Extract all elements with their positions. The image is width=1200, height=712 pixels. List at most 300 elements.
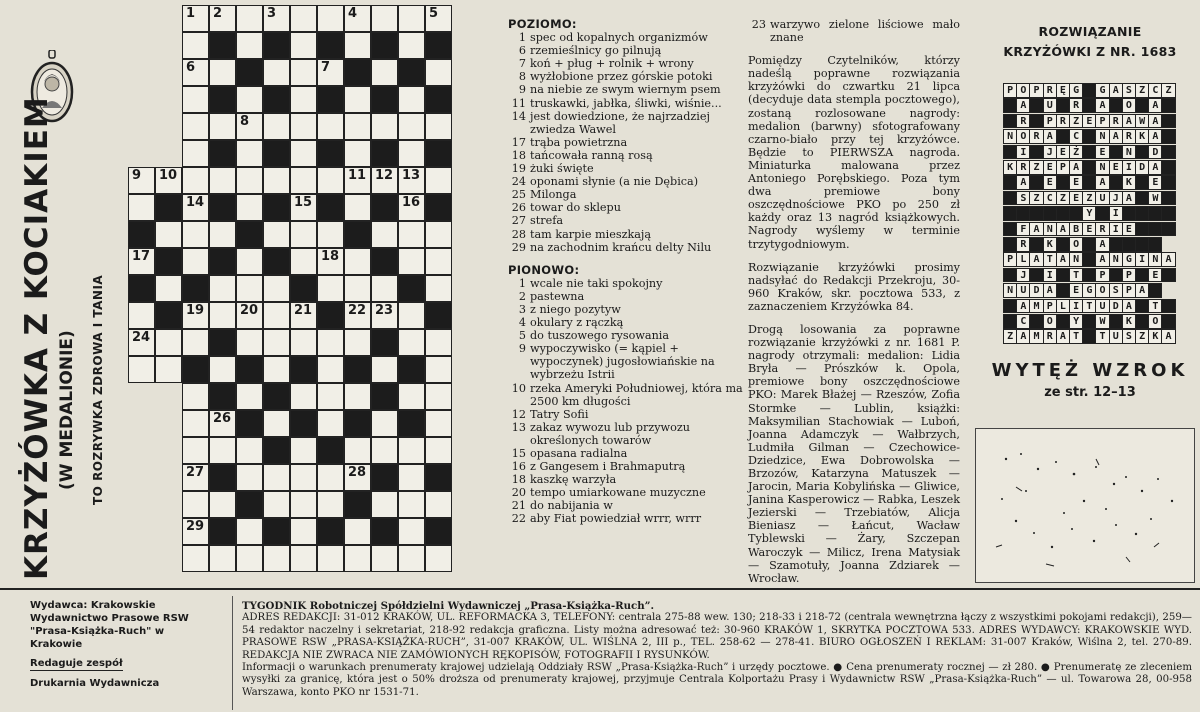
grid-cell[interactable] bbox=[290, 302, 317, 329]
grid-cell[interactable] bbox=[182, 518, 209, 545]
grid-cell[interactable] bbox=[236, 329, 263, 356]
contest-rules: Pomiędzy Czytelników, którzy nadeślą poprawne rozwiązania krzyżówki do czwartku 21 lipca (decyduje data stempla pocztowego), zostaną rozlosowane nagrody: medalion (barwny) sfotografowany czarno-biało przy tej krzyżówce. Będzie to PIERWSZA nagroda. Miniaturka malowana przez Antoniego Porębskiego. Poza tym dwa premiowe bony oszczędnościowe PKO po 250 zł każdy oraz 13 nagród książkowych. Nagrody wyślemy w terminie trzytygodniowym. bbox=[748, 54, 960, 251]
solution-letter: I bbox=[1069, 299, 1083, 314]
grid-cell[interactable] bbox=[398, 248, 425, 275]
down-heading: PIONOWO: bbox=[508, 262, 580, 277]
grid-cell[interactable] bbox=[398, 140, 425, 167]
grid-cell[interactable] bbox=[182, 59, 209, 86]
grid-cell[interactable] bbox=[344, 329, 371, 356]
grid-cell[interactable] bbox=[344, 248, 371, 275]
solution-letter: N bbox=[1109, 252, 1123, 267]
grid-cell[interactable] bbox=[290, 248, 317, 275]
solution-letter: E bbox=[1109, 160, 1123, 175]
solution-letter: I bbox=[1122, 160, 1136, 175]
solution-letter: I bbox=[1016, 145, 1030, 160]
solution-letter: N bbox=[1043, 222, 1057, 237]
solution-block bbox=[1082, 145, 1096, 160]
solution-letter: Ż bbox=[1069, 145, 1083, 160]
grid-cell[interactable] bbox=[398, 545, 425, 572]
clue-number: 24 bbox=[511, 175, 526, 189]
solution-letter: R bbox=[1122, 129, 1136, 144]
solution-block bbox=[1016, 206, 1030, 221]
clue-text: wcale nie taki spokojny bbox=[530, 276, 663, 290]
solution-block bbox=[1082, 252, 1096, 267]
grid-cell[interactable] bbox=[344, 437, 371, 464]
solution-letter: M bbox=[1029, 329, 1043, 344]
grid-cell[interactable] bbox=[398, 167, 425, 194]
grid-cell[interactable] bbox=[263, 5, 290, 32]
solution-letter: E bbox=[1069, 283, 1083, 298]
grid-cell[interactable] bbox=[398, 86, 425, 113]
grid-cell[interactable] bbox=[182, 140, 209, 167]
solution-letter: Ę bbox=[1056, 83, 1070, 98]
grid-cell[interactable] bbox=[263, 464, 290, 491]
grid-cell[interactable] bbox=[371, 302, 398, 329]
clue-text: Tatry Sofii bbox=[530, 407, 589, 421]
grid-cell[interactable] bbox=[263, 329, 290, 356]
grid-cell[interactable] bbox=[182, 32, 209, 59]
grid-cell[interactable] bbox=[182, 464, 209, 491]
grid-cell[interactable] bbox=[290, 545, 317, 572]
grid-cell[interactable] bbox=[263, 491, 290, 518]
grid-cell[interactable] bbox=[155, 275, 182, 302]
grid-cell[interactable] bbox=[128, 248, 155, 275]
solution-block bbox=[1161, 268, 1175, 283]
clue-text: do nabijania w bbox=[530, 499, 613, 513]
grid-cell[interactable] bbox=[425, 329, 452, 356]
grid-cell[interactable] bbox=[182, 167, 209, 194]
grid-cell[interactable] bbox=[398, 5, 425, 32]
grid-cell[interactable] bbox=[290, 518, 317, 545]
grid-block bbox=[182, 356, 209, 383]
clue-text: aby Fiat powiedział wrrr, wrrr bbox=[530, 512, 702, 526]
submission-address: Rozwiązanie krzyżówki prosimy nadsyłać do Redakcji Przekroju, 30-960 Kraków, skr. pocztowa 533, z zaznaczeniem Krzyżówka 84. bbox=[748, 260, 960, 313]
clue-item bbox=[508, 486, 744, 499]
grid-cell[interactable] bbox=[425, 59, 452, 86]
solution-block bbox=[1029, 98, 1043, 113]
clue-number: 20 bbox=[511, 486, 526, 500]
grid-cell[interactable] bbox=[317, 491, 344, 518]
grid-cell[interactable] bbox=[263, 275, 290, 302]
grid-cell[interactable] bbox=[398, 329, 425, 356]
solution-block bbox=[1003, 314, 1017, 329]
imprint-line-1: TYGODNIK Robotniczej Spółdzielni Wydawniczej „Prasa-Książka-Ruch”. bbox=[242, 600, 655, 612]
grid-block bbox=[317, 437, 344, 464]
solution-letter: P bbox=[1003, 83, 1017, 98]
grid-cell[interactable] bbox=[182, 383, 209, 410]
grid-block bbox=[263, 437, 290, 464]
solution-block bbox=[1029, 114, 1043, 129]
grid-cell[interactable] bbox=[398, 113, 425, 140]
solution-letter: E bbox=[1082, 222, 1096, 237]
solution-block bbox=[1135, 206, 1149, 221]
grid-cell[interactable] bbox=[425, 383, 452, 410]
puzzle-ref-pages: ze str. 12–13 bbox=[1044, 385, 1136, 400]
solution-block bbox=[1135, 268, 1149, 283]
grid-cell[interactable] bbox=[128, 302, 155, 329]
solution-block bbox=[1056, 237, 1070, 252]
clue-text: spec od kopalnych organizmów bbox=[530, 31, 708, 45]
grid-cell[interactable] bbox=[398, 194, 425, 221]
grid-block bbox=[290, 410, 317, 437]
grid-cell[interactable] bbox=[398, 464, 425, 491]
grid-cell[interactable] bbox=[182, 302, 209, 329]
clue-item bbox=[508, 473, 744, 486]
clue-number: 7 bbox=[518, 57, 526, 71]
clue-text: do tuszowego rysowania bbox=[530, 329, 670, 343]
grid-block bbox=[209, 32, 236, 59]
grid-cell[interactable] bbox=[263, 167, 290, 194]
grid-cell[interactable] bbox=[317, 545, 344, 572]
grid-block bbox=[425, 302, 452, 329]
solution-letter: U bbox=[1016, 283, 1030, 298]
grid-cell[interactable] bbox=[290, 5, 317, 32]
grid-cell[interactable] bbox=[317, 410, 344, 437]
grid-cell[interactable] bbox=[425, 545, 452, 572]
grid-cell[interactable] bbox=[398, 221, 425, 248]
grid-block bbox=[344, 410, 371, 437]
grid-cell[interactable] bbox=[209, 221, 236, 248]
grid-number: 20 bbox=[240, 303, 259, 318]
grid-cell[interactable] bbox=[236, 383, 263, 410]
solution-letter: K bbox=[1135, 129, 1149, 144]
grid-number: 12 bbox=[375, 168, 394, 183]
clue-item bbox=[508, 149, 744, 162]
solution-letter: A bbox=[1095, 237, 1109, 252]
solution-block bbox=[1029, 206, 1043, 221]
grid-cell[interactable] bbox=[317, 383, 344, 410]
solution-grid bbox=[1003, 83, 1175, 346]
grid-cell[interactable] bbox=[290, 221, 317, 248]
solution-block bbox=[1029, 268, 1043, 283]
solution-letter: O bbox=[1043, 314, 1057, 329]
grid-cell[interactable] bbox=[398, 518, 425, 545]
clue-item bbox=[508, 447, 744, 460]
grid-cell[interactable] bbox=[236, 113, 263, 140]
grid-cell[interactable] bbox=[182, 410, 209, 437]
solution-letter: A bbox=[1016, 98, 1030, 113]
solution-block bbox=[1109, 237, 1123, 252]
solution-block bbox=[1148, 283, 1162, 298]
grid-cell[interactable] bbox=[317, 59, 344, 86]
solution-block bbox=[1003, 175, 1017, 190]
grid-block bbox=[236, 221, 263, 248]
grid-cell[interactable] bbox=[344, 275, 371, 302]
clue-text: towar do sklepu bbox=[530, 201, 621, 215]
grid-cell[interactable] bbox=[344, 86, 371, 113]
grid-block bbox=[371, 32, 398, 59]
grid-cell[interactable] bbox=[317, 113, 344, 140]
grid-cell[interactable] bbox=[398, 383, 425, 410]
grid-cell[interactable] bbox=[236, 545, 263, 572]
down-clues-list bbox=[508, 277, 744, 526]
grid-number: 7 bbox=[321, 60, 331, 75]
grid-cell[interactable] bbox=[128, 329, 155, 356]
solution-block bbox=[1082, 175, 1096, 190]
grid-cell[interactable] bbox=[209, 491, 236, 518]
grid-number: 24 bbox=[132, 330, 151, 345]
clue-item bbox=[508, 136, 744, 149]
solution-letter: A bbox=[1109, 129, 1123, 144]
solution-letter: E bbox=[1148, 175, 1162, 190]
clue-item bbox=[508, 31, 744, 44]
grid-cell[interactable] bbox=[128, 167, 155, 194]
grid-block bbox=[209, 86, 236, 113]
grid-cell[interactable] bbox=[209, 545, 236, 572]
grid-cell[interactable] bbox=[236, 5, 263, 32]
solution-letter: C bbox=[1148, 83, 1162, 98]
grid-cell[interactable] bbox=[290, 167, 317, 194]
grid-cell[interactable] bbox=[209, 410, 236, 437]
grid-cell[interactable] bbox=[209, 275, 236, 302]
grid-cell[interactable] bbox=[209, 167, 236, 194]
clue-text: oponami słynie (a nie Dębica) bbox=[530, 175, 699, 189]
grid-cell[interactable] bbox=[371, 221, 398, 248]
grid-cell[interactable] bbox=[236, 248, 263, 275]
solution-letter: Z bbox=[1135, 83, 1149, 98]
solution-block bbox=[1056, 206, 1070, 221]
solution-block bbox=[1003, 145, 1017, 160]
solution-letter: A bbox=[1043, 129, 1057, 144]
grid-cell[interactable] bbox=[344, 113, 371, 140]
grid-cell[interactable] bbox=[398, 302, 425, 329]
grid-cell[interactable] bbox=[344, 167, 371, 194]
grid-cell[interactable] bbox=[182, 5, 209, 32]
grid-cell[interactable] bbox=[182, 113, 209, 140]
solution-letter: J bbox=[1016, 268, 1030, 283]
grid-cell[interactable] bbox=[425, 491, 452, 518]
grid-block bbox=[128, 275, 155, 302]
grid-cell[interactable] bbox=[317, 275, 344, 302]
grid-cell[interactable] bbox=[290, 86, 317, 113]
grid-cell[interactable] bbox=[371, 5, 398, 32]
solution-letter: S bbox=[1122, 329, 1136, 344]
grid-cell[interactable] bbox=[155, 356, 182, 383]
grid-cell[interactable] bbox=[182, 437, 209, 464]
clue-number: 14 bbox=[511, 109, 526, 123]
grid-cell[interactable] bbox=[290, 140, 317, 167]
grid-cell[interactable] bbox=[317, 167, 344, 194]
solution-letter: R bbox=[1016, 160, 1030, 175]
grid-cell[interactable] bbox=[263, 302, 290, 329]
grid-cell[interactable] bbox=[155, 221, 182, 248]
grid-cell[interactable] bbox=[344, 5, 371, 32]
solution-letter: A bbox=[1056, 222, 1070, 237]
grid-cell[interactable] bbox=[344, 194, 371, 221]
grid-cell[interactable] bbox=[344, 464, 371, 491]
clue-number: 10 bbox=[511, 381, 526, 395]
solution-block bbox=[1082, 329, 1096, 344]
grid-cell[interactable] bbox=[290, 329, 317, 356]
grid-cell[interactable] bbox=[182, 329, 209, 356]
grid-cell[interactable] bbox=[182, 86, 209, 113]
grid-cell[interactable] bbox=[236, 167, 263, 194]
grid-cell[interactable] bbox=[182, 194, 209, 221]
clue-text: koń + pług + rolnik + wrony bbox=[530, 57, 694, 71]
grid-cell[interactable] bbox=[236, 437, 263, 464]
grid-cell[interactable] bbox=[317, 248, 344, 275]
solution-letter: N bbox=[1122, 145, 1136, 160]
clue-text: wyżłobione przez górskie potoki bbox=[530, 70, 713, 84]
solution-block bbox=[1135, 191, 1149, 206]
grid-cell[interactable] bbox=[290, 491, 317, 518]
grid-cell[interactable] bbox=[263, 113, 290, 140]
solution-block bbox=[1161, 129, 1175, 144]
grid-cell[interactable] bbox=[425, 248, 452, 275]
grid-cell[interactable] bbox=[209, 437, 236, 464]
grid-cell[interactable] bbox=[317, 5, 344, 32]
solution-letter: W bbox=[1148, 191, 1162, 206]
grid-cell[interactable] bbox=[236, 194, 263, 221]
clue-number: 9 bbox=[518, 83, 526, 97]
clue-text: tempo umiarkowane muzyczne bbox=[530, 486, 706, 500]
grid-cell[interactable] bbox=[290, 383, 317, 410]
grid-cell[interactable] bbox=[209, 113, 236, 140]
grid-cell[interactable] bbox=[344, 140, 371, 167]
clue-text: trąba powietrzna bbox=[530, 135, 628, 149]
grid-cell[interactable] bbox=[398, 437, 425, 464]
grid-cell[interactable] bbox=[155, 167, 182, 194]
solution-block bbox=[1003, 299, 1017, 314]
clue-number: 19 bbox=[511, 162, 526, 176]
grid-cell[interactable] bbox=[371, 491, 398, 518]
grid-cell[interactable] bbox=[344, 545, 371, 572]
grid-cell[interactable] bbox=[317, 464, 344, 491]
clue-item bbox=[508, 512, 744, 525]
clue-text: z niego pozytyw bbox=[530, 302, 621, 316]
solution-letter: A bbox=[1056, 252, 1070, 267]
grid-cell[interactable] bbox=[344, 302, 371, 329]
grid-cell[interactable] bbox=[425, 356, 452, 383]
solution-letter: A bbox=[1148, 98, 1162, 113]
grid-cell[interactable] bbox=[290, 59, 317, 86]
grid-cell[interactable] bbox=[182, 491, 209, 518]
grid-cell[interactable] bbox=[128, 356, 155, 383]
grid-number: 11 bbox=[348, 168, 367, 183]
solution-letter: P bbox=[1122, 268, 1136, 283]
grid-cell[interactable] bbox=[371, 437, 398, 464]
clue-item bbox=[508, 303, 744, 316]
solution-block bbox=[1003, 206, 1017, 221]
grid-cell[interactable] bbox=[290, 113, 317, 140]
clue-text: na zachodnim krańcu delty Nilu bbox=[530, 240, 712, 254]
grid-cell[interactable] bbox=[209, 5, 236, 32]
grid-cell[interactable] bbox=[317, 221, 344, 248]
solution-block bbox=[1056, 283, 1070, 298]
grid-cell[interactable] bbox=[425, 5, 452, 32]
grid-cell[interactable] bbox=[155, 329, 182, 356]
grid-cell[interactable] bbox=[290, 464, 317, 491]
solution-letter: U bbox=[1043, 98, 1057, 113]
grid-cell[interactable] bbox=[425, 221, 452, 248]
grid-cell[interactable] bbox=[371, 545, 398, 572]
solution-letter: K bbox=[1122, 175, 1136, 190]
grid-cell[interactable] bbox=[371, 275, 398, 302]
grid-cell[interactable] bbox=[263, 410, 290, 437]
grid-cell[interactable] bbox=[425, 167, 452, 194]
solution-block bbox=[1003, 237, 1017, 252]
grid-cell[interactable] bbox=[425, 275, 452, 302]
grid-cell[interactable] bbox=[209, 302, 236, 329]
solution-block bbox=[1161, 160, 1175, 175]
grid-cell[interactable] bbox=[425, 437, 452, 464]
grid-cell[interactable] bbox=[371, 113, 398, 140]
clue-item bbox=[508, 408, 744, 421]
grid-cell[interactable] bbox=[182, 221, 209, 248]
grid-cell[interactable] bbox=[317, 329, 344, 356]
grid-cell[interactable] bbox=[236, 32, 263, 59]
solution-block bbox=[1082, 237, 1096, 252]
clue-text: wypoczywisko (= kąpiel + wypoczynek) jugosłowiańskie na wybrzeżu Istrii bbox=[530, 342, 715, 382]
grid-cell[interactable] bbox=[344, 518, 371, 545]
grid-cell[interactable] bbox=[290, 437, 317, 464]
grid-cell[interactable] bbox=[128, 194, 155, 221]
grid-cell[interactable] bbox=[236, 140, 263, 167]
grid-cell[interactable] bbox=[344, 32, 371, 59]
clue-text: jest dowiedzione, że najrzadziej zwiedza Wawel bbox=[530, 109, 710, 136]
solution-letter: A bbox=[1148, 129, 1162, 144]
grid-number: 8 bbox=[240, 114, 250, 129]
grid-cell[interactable] bbox=[263, 221, 290, 248]
grid-cell[interactable] bbox=[236, 86, 263, 113]
grid-number: 6 bbox=[186, 60, 196, 75]
solution-letter: N bbox=[1095, 129, 1109, 144]
grid-cell[interactable] bbox=[236, 464, 263, 491]
grid-cell[interactable] bbox=[290, 194, 317, 221]
grid-cell[interactable] bbox=[209, 356, 236, 383]
grid-cell[interactable] bbox=[317, 356, 344, 383]
solution-letter: R bbox=[1016, 237, 1030, 252]
grid-cell[interactable] bbox=[371, 410, 398, 437]
solution-letter: Z bbox=[1082, 191, 1096, 206]
clue-item bbox=[508, 460, 744, 473]
clue-number: 28 bbox=[511, 227, 526, 241]
solution-letter: Y bbox=[1082, 206, 1096, 221]
grid-cell[interactable] bbox=[344, 383, 371, 410]
grid-cell[interactable] bbox=[290, 32, 317, 59]
solution-letter: G bbox=[1122, 252, 1136, 267]
grid-cell[interactable] bbox=[236, 275, 263, 302]
grid-cell[interactable] bbox=[371, 59, 398, 86]
grid-cell[interactable] bbox=[263, 356, 290, 383]
grid-cell[interactable] bbox=[371, 167, 398, 194]
solution-letter: C bbox=[1043, 191, 1057, 206]
solution-letter: E bbox=[1122, 222, 1136, 237]
grid-cell[interactable] bbox=[263, 59, 290, 86]
solution-letter: L bbox=[1056, 299, 1070, 314]
grid-cell[interactable] bbox=[398, 32, 425, 59]
grid-cell[interactable] bbox=[263, 545, 290, 572]
clue-text: pastewna bbox=[530, 289, 585, 303]
clue-text: okulary z rączką bbox=[530, 316, 624, 330]
clue-item bbox=[508, 421, 744, 447]
grid-cell[interactable] bbox=[236, 302, 263, 329]
grid-block bbox=[155, 302, 182, 329]
grid-cell[interactable] bbox=[398, 491, 425, 518]
grid-cell[interactable] bbox=[236, 518, 263, 545]
solution-block bbox=[1135, 175, 1149, 190]
grid-cell[interactable] bbox=[182, 545, 209, 572]
grid-cell[interactable] bbox=[371, 356, 398, 383]
grid-cell[interactable] bbox=[182, 248, 209, 275]
clue-number: 21 bbox=[511, 499, 526, 513]
grid-cell[interactable] bbox=[425, 410, 452, 437]
grid-cell[interactable] bbox=[425, 113, 452, 140]
solution-block bbox=[1135, 98, 1149, 113]
solution-block bbox=[1148, 222, 1162, 237]
solution-letter: P bbox=[1122, 283, 1136, 298]
grid-cell[interactable] bbox=[209, 59, 236, 86]
